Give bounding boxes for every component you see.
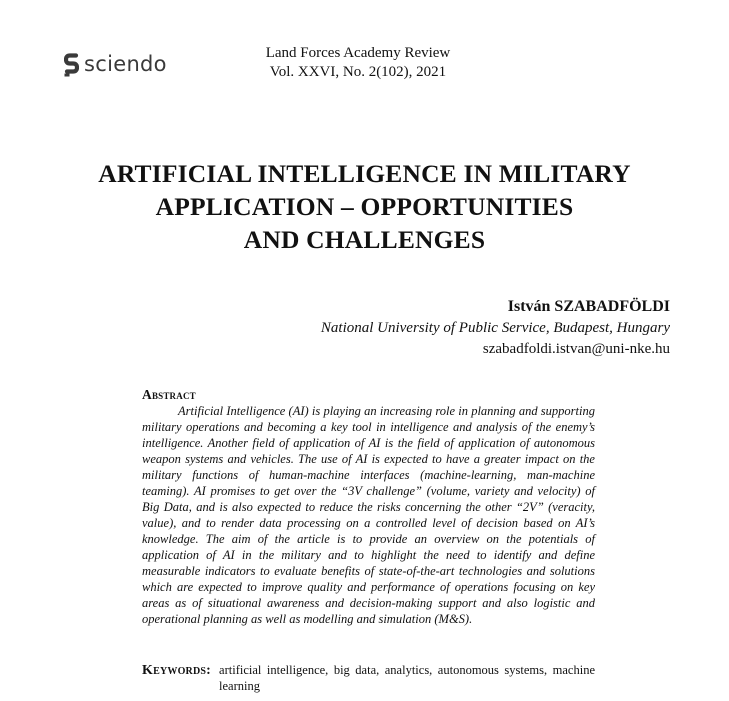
title-line-3: AND CHALLENGES	[243, 225, 486, 254]
paper-title	[40, 157, 689, 256]
title-line-1: ARTIFICIAL INTELLIGENCE IN MILITARY	[98, 159, 631, 188]
journal-issue: Vol. XXVI, No. 2(102), 2021	[269, 64, 447, 80]
sciendo-logo-text: sciendo	[84, 51, 167, 76]
author-email: szabadfoldi.istvan@uni-nke.hu	[482, 341, 670, 357]
keywords-section	[142, 662, 595, 694]
title-line-2: APPLICATION – OPPORTUNITIES	[155, 192, 574, 221]
abstract-text: Artificial Intelligence (AI) is playing an increasing role in planning and supporting military operations and becoming a key tool in intelligence and analysis of the enemy’s intelligence. Another field of application of AI is the field of application of autonomous weapon systems and vehicles. The use of AI is expected to have a greater impact on the military functions of human-machine interfaces (machine-learning, man-machine teaming). AI promises to get over the “3V challenge” (volume, variety and velocity) of Big Data, and is also expected to reduce the risks concerning the other “2V” (veracity, value), and to render data processing on a controlled level of decision based on AI’s knowledge. The aim of the article is to provide an overview on the potentials of application of AI in the military and to highlight the need to identify and define measurable indicators to evaluate benefits of state-of-the-art technologies and solutions which are expected to improve quality and performance of operations focusing on key areas as of situational awareness and decision-making support and also logistic and operational planning as well as modelling and simulation (M&S).	[142, 404, 595, 626]
abstract-heading: Abstract	[142, 387, 196, 402]
author-block	[321, 296, 670, 360]
journal-name: Land Forces Academy Review	[265, 45, 451, 61]
journal-header	[248, 44, 468, 82]
author-name: István SZABADFÖLDI	[507, 298, 670, 315]
sciendo-s-icon	[64, 53, 79, 77]
keywords-heading: Keywords:	[142, 663, 212, 678]
author-affiliation: National University of Public Service, Budapest, Hungary	[320, 320, 670, 336]
abstract-section	[142, 387, 595, 627]
sciendo-logo	[64, 53, 167, 77]
keywords-list: artificial intelligence, big data, analytics, autonomous systems, machine learning	[219, 663, 595, 693]
